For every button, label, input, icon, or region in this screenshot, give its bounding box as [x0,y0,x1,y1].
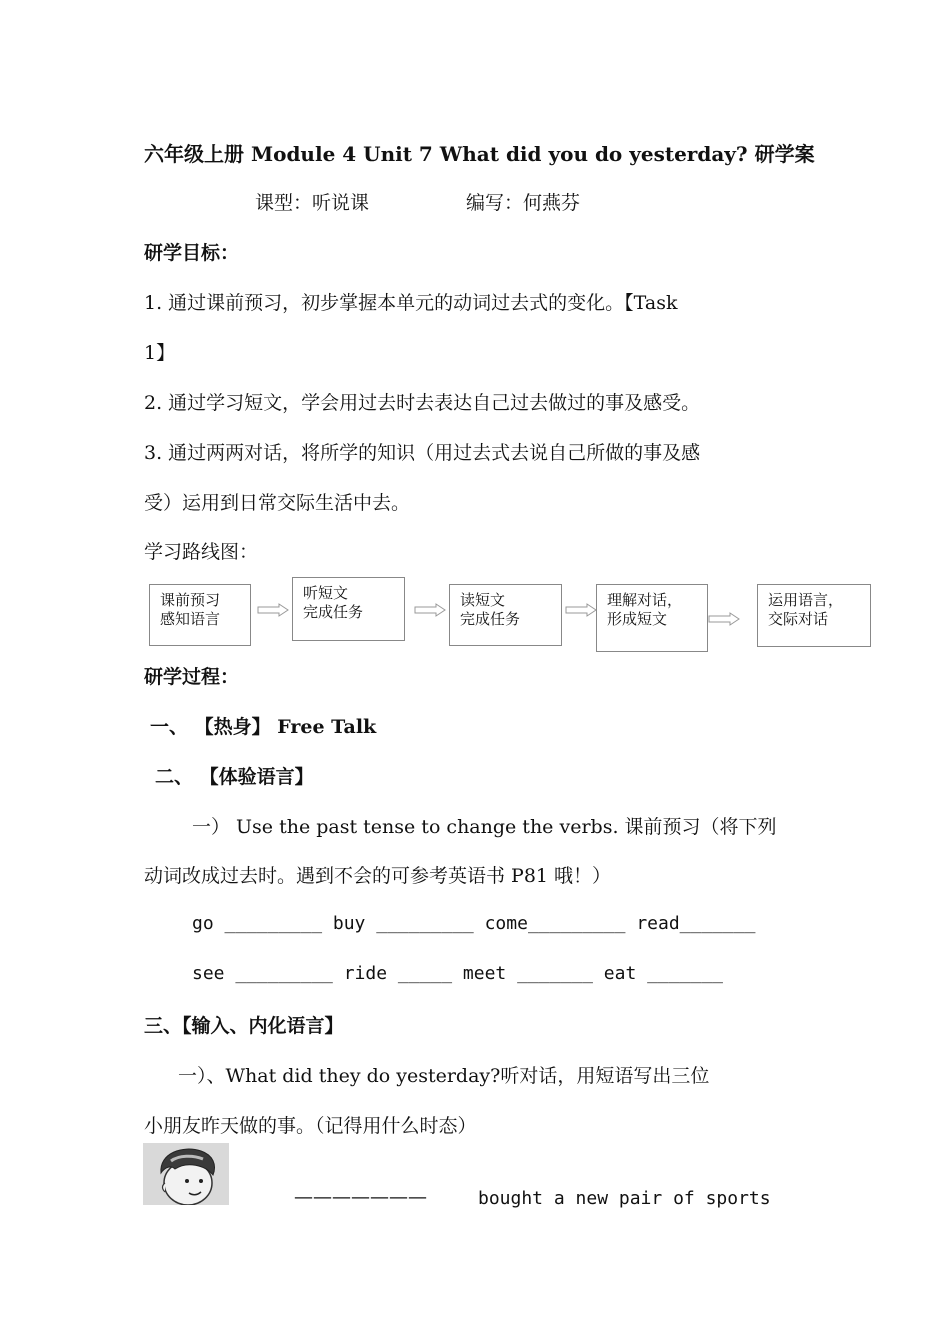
task1-instruction: 一） Use the past tense to change the verbs. 课前预习（将下列 [192,816,777,838]
task2-instruction: 一）、What did they do yesterday?听对话，用短语写出三位 [178,1065,710,1087]
route-step-5: 运用语言， 交际对话 [757,584,871,647]
route-step-2: 听短文 完成任务 [292,577,405,641]
section-warmup: 一、 【热身】 Free Talk [150,716,377,738]
boy-avatar-icon [143,1143,229,1205]
goal-item-2: 2. 通过学习短文，学会用过去时去表达自己过去做过的事及感受。 [144,392,701,414]
goal-item-3: 3. 通过两两对话，将所学的知识（用过去式去说自己所做的事及感 [144,442,701,464]
arrow-right-icon [565,603,597,617]
answer-text: bought a new pair of sports [478,1188,771,1209]
course-type: 课型：听说课 [255,192,370,214]
goal-item-1: 1. 通过课前预习，初步掌握本单元的动词过去式的变化。【Task [144,292,678,314]
goal-item-1-cont: 1】 [144,342,176,364]
section-experience: 二、 【体验语言】 [155,766,314,788]
page-title: 六年级上册 Module 4 Unit 7 What did you do yesterday? 研学案 [144,142,815,166]
task2-instruction-cont: 小朋友昨天做的事。（记得用什么时态） [144,1115,477,1137]
arrow-right-icon [414,603,446,617]
process-heading: 研学过程： [144,666,240,688]
author: 编写：何燕芬 [466,192,581,214]
arrow-right-icon [708,612,740,626]
goals-heading: 研学目标： [144,242,240,264]
goal-item-3-cont: 受）运用到日常交际生活中去。 [144,492,411,514]
verbs-row-1: go _________ buy _________ come_________ read_______ [192,913,756,934]
arrow-right-icon [257,603,289,617]
route-step-3: 读短文 完成任务 [449,584,562,646]
answer-blank: ——————— [294,1186,427,1208]
route-step-1: 课前预习 感知语言 [149,584,251,646]
verbs-row-2: see _________ ride _____ meet _______ eat _______ [192,963,724,984]
section-input: 三、【输入、内化语言】 [144,1015,344,1037]
task1-instruction-cont: 动词改成过去时。遇到不会的可参考英语书 P81 哦！） [144,865,612,887]
route-heading: 学习路线图： [144,541,259,563]
route-step-4: 理解对话， 形成短文 [596,584,708,652]
